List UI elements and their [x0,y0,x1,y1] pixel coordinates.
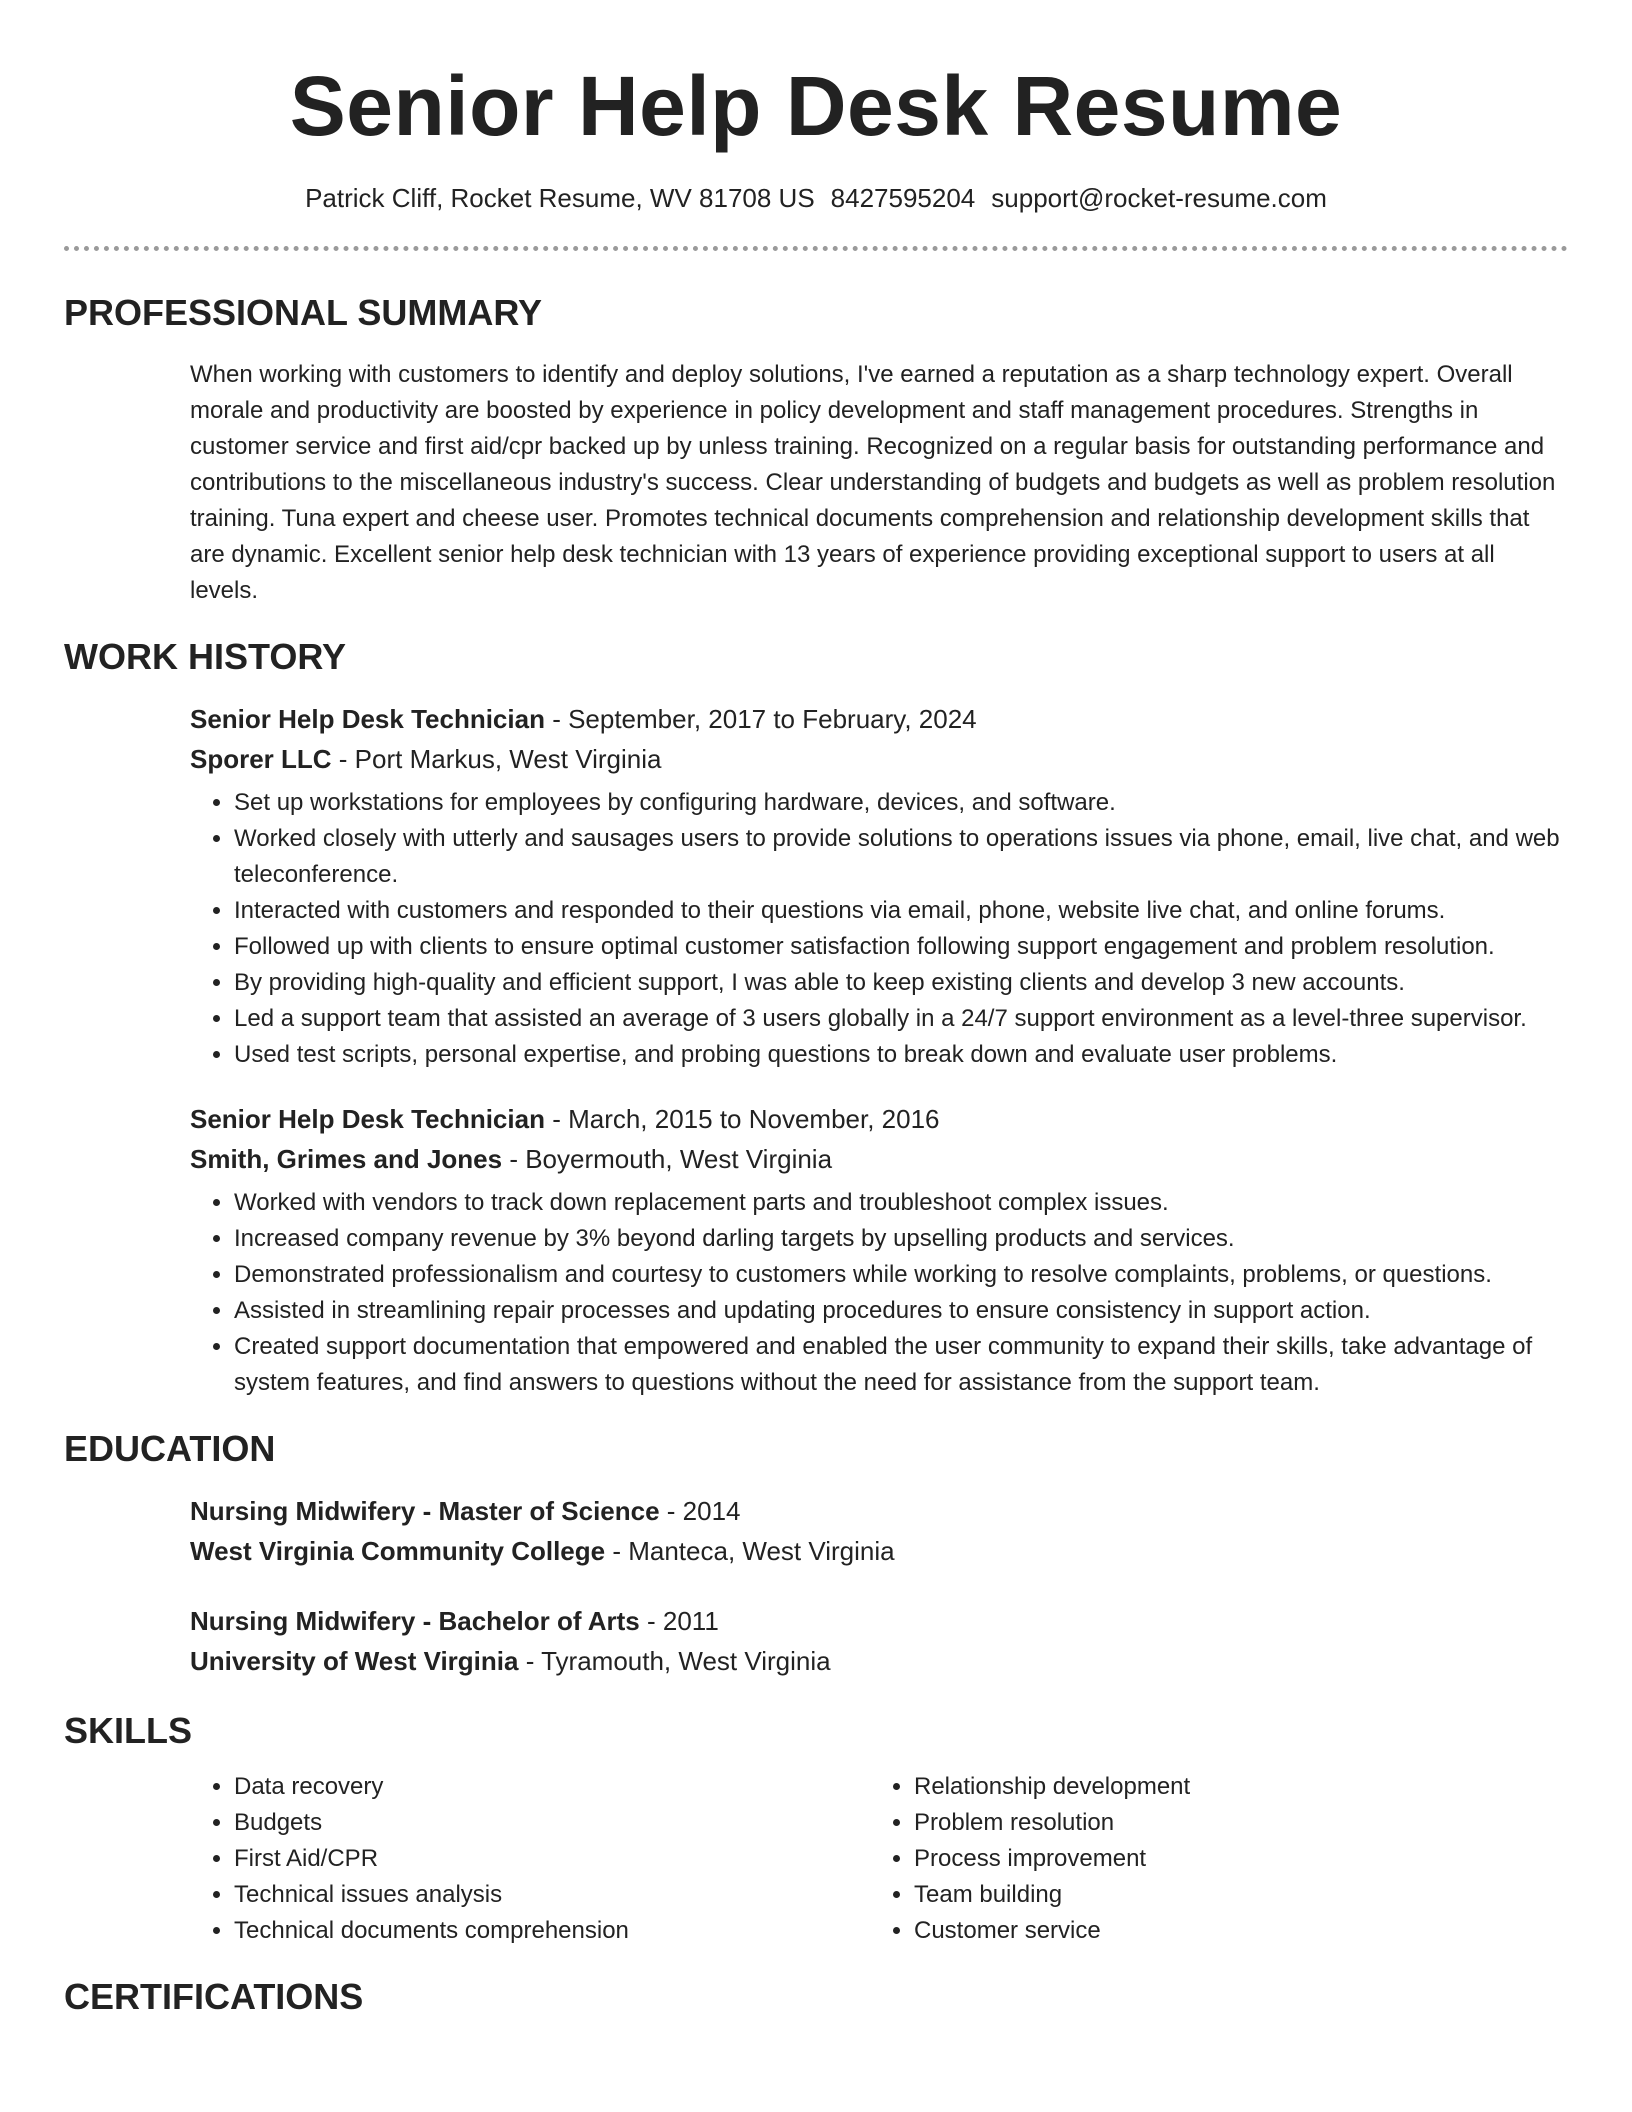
contact-email: support@rocket-resume.com [991,183,1327,213]
job-entry [190,699,1568,1073]
school: West Virginia Community College [190,1536,606,1566]
job-title: Senior Help Desk Technician [190,704,545,734]
job-company: Sporer LLC [190,744,332,774]
skills-column-right [870,1769,1550,1949]
degree-year: - 2011 [639,1606,719,1636]
job-dates: - March, 2015 to November, 2016 [544,1104,940,1134]
list-item: • Data recovery [234,1769,870,1805]
list-item: • Team building [914,1877,1550,1913]
job-bullets [190,785,1568,1073]
degree: Nursing Midwifery - Master of Science [190,1496,660,1526]
job-company-line [190,739,1568,779]
education-section [190,1491,1568,1681]
skills-list [190,1769,870,1949]
school: University of West Virginia [190,1646,519,1676]
contact-line [64,180,1568,216]
list-item: • Budgets [234,1805,870,1841]
list-item: • Led a support team that assisted an average of 3 users globally in a 24/7 support environment as a level-three supervisor. [234,1001,1568,1037]
skills-list [870,1769,1550,1949]
skills-section [190,1769,1568,1949]
school-line [190,1641,1568,1681]
resume-page [64,0,1568,2019]
list-item: • Technical issues analysis [234,1877,870,1913]
list-item: • Worked closely with utterly and sausages users to provide solutions to operations issues via phone, email, live chat, and web teleconference. [234,821,1568,893]
list-item: • Problem resolution [914,1805,1550,1841]
list-item: • Followed up with clients to ensure optimal customer satisfaction following support engagement and problem resolution. [234,929,1568,965]
work-section [190,699,1568,1401]
list-item: • Demonstrated professionalism and courtesy to customers while working to resolve complaints, problems, or questions. [234,1257,1568,1293]
section-title-summary: PROFESSIONAL SUMMARY [64,292,543,333]
section-title-work: WORK HISTORY [64,636,347,677]
job-title-line [190,1099,1568,1139]
page-title: Senior Help Desk Resume [289,59,1343,153]
education-entry [190,1491,1568,1571]
summary-section [190,357,1568,609]
list-item: • Created support documentation that empowered and enabled the user community to expand their skills, take advantage of system features, and find answers to questions without the need for assistance from the support team. [234,1329,1568,1401]
degree-year: - 2014 [659,1496,741,1526]
school-line [190,1531,1568,1571]
header-divider [64,246,1568,251]
skills-column-left [190,1769,870,1949]
job-bullets [190,1185,1568,1401]
education-entry [190,1601,1568,1681]
list-item: • Technical documents comprehension [234,1913,870,1949]
job-location: - Port Markus, West Virginia [331,744,662,774]
list-item: • Customer service [914,1913,1550,1949]
job-dates: - September, 2017 to February, 2024 [544,704,977,734]
job-company: Smith, Grimes and Jones [190,1144,503,1174]
job-company-line [190,1139,1568,1179]
section-title-certifications: CERTIFICATIONS [64,1976,364,2017]
list-item: • Relationship development [914,1769,1550,1805]
degree-line [190,1491,1568,1531]
list-item: • First Aid/CPR [234,1841,870,1877]
list-item: • Assisted in streamlining repair processes and updating procedures to ensure consistency in support action. [234,1293,1568,1329]
job-location: - Boyermouth, West Virginia [502,1144,833,1174]
job-title: Senior Help Desk Technician [190,1104,545,1134]
school-location: - Manteca, West Virginia [605,1536,895,1566]
job-title-line [190,699,1568,739]
contact-phone: 8427595204 [830,183,976,213]
section-title-education: EDUCATION [64,1428,276,1469]
section-title-skills: SKILLS [64,1710,193,1751]
list-item: • Set up workstations for employees by configuring hardware, devices, and software. [234,785,1568,821]
school-location: - Tyramouth, West Virginia [518,1646,831,1676]
degree-line [190,1601,1568,1641]
list-item: • By providing high-quality and efficient support, I was able to keep existing clients and develop 3 new accounts. [234,965,1568,1001]
list-item: • Worked with vendors to track down replacement parts and troubleshoot complex issues. [234,1185,1568,1221]
list-item: • Process improvement [914,1841,1550,1877]
summary-text: When working with customers to identify and deploy solutions, I've earned a reputation as a sharp technology expert. Overall morale and productivity are boosted by experience in policy development and staff management procedures. Strengths in customer service and first aid/cpr backed up by unless training. Recognized on a regular basis for outstanding performance and contributions to the miscellaneous industry's success. Clear understanding of budgets and budgets as well as problem resolution training. Tuna expert and cheese user. Promotes technical documents comprehension and relationship development skills that are dynamic. Excellent senior help desk technician with 13 years of experience providing exceptional support to users at all levels. [190,361,1556,604]
list-item: • Used test scripts, personal expertise, and probing questions to break down and evaluate user problems. [234,1037,1568,1073]
contact-address: Patrick Cliff, Rocket Resume, WV 81708 US [305,183,815,213]
list-item: • Interacted with customers and responded to their questions via email, phone, website live chat, and online forums. [234,893,1568,929]
list-item: • Increased company revenue by 3% beyond darling targets by upselling products and services. [234,1221,1568,1257]
degree: Nursing Midwifery - Bachelor of Arts [190,1606,640,1636]
job-entry [190,1099,1568,1401]
